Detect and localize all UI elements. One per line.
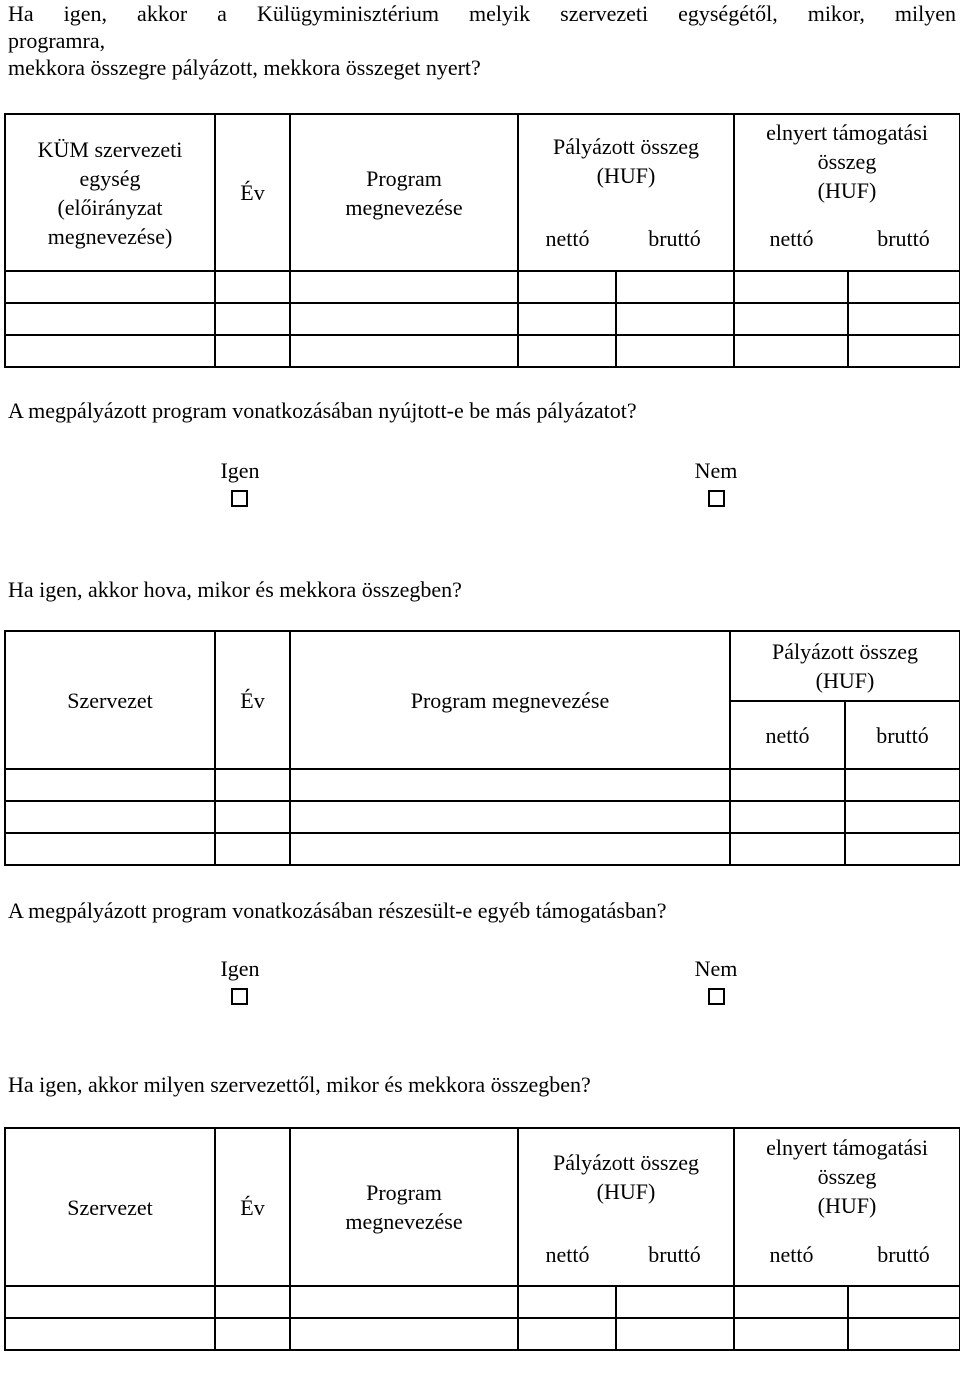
cell[interactable] xyxy=(215,769,290,801)
header-net: nettó xyxy=(518,1224,616,1286)
yes-checkbox[interactable] xyxy=(231,490,248,507)
cell[interactable] xyxy=(5,769,215,801)
other-support-table xyxy=(4,1127,960,1351)
cell[interactable] xyxy=(616,303,734,335)
cell[interactable] xyxy=(734,303,848,335)
cell[interactable] xyxy=(290,1318,518,1350)
header-year: Év xyxy=(215,631,290,769)
cell[interactable] xyxy=(290,271,518,303)
question-other-application: A megpályázott program vonatkozásában nyújtott-e be más pályázatot? xyxy=(8,398,637,423)
cell[interactable] xyxy=(730,769,845,801)
cell[interactable] xyxy=(616,271,734,303)
header-applied-amount: Pályázott összeg (HUF) xyxy=(518,114,734,207)
yes-checkbox[interactable] xyxy=(231,988,248,1005)
option-yes-label: Igen xyxy=(220,956,260,981)
cell[interactable] xyxy=(215,1318,290,1350)
cell[interactable] xyxy=(5,335,215,367)
intro-line-2: programra, xyxy=(8,28,106,53)
cell[interactable] xyxy=(5,271,215,303)
header-applied-amount: Pályázott összeg (HUF) xyxy=(730,631,960,701)
header-gross: bruttó xyxy=(848,1224,960,1286)
cell[interactable] xyxy=(518,1286,616,1318)
header-net: nettó xyxy=(518,207,616,271)
header-won-amount: elnyert támogatási összeg (HUF) xyxy=(734,1128,960,1224)
cell[interactable] xyxy=(290,1286,518,1318)
cell[interactable] xyxy=(290,833,730,865)
table-row[interactable] xyxy=(5,1286,960,1318)
table-row[interactable] xyxy=(5,801,960,833)
table-row[interactable] xyxy=(5,769,960,801)
no-checkbox[interactable] xyxy=(708,490,725,507)
cell[interactable] xyxy=(616,335,734,367)
cell[interactable] xyxy=(215,833,290,865)
cell[interactable] xyxy=(290,303,518,335)
cell[interactable] xyxy=(290,335,518,367)
cell[interactable] xyxy=(215,303,290,335)
cell[interactable] xyxy=(734,271,848,303)
cell[interactable] xyxy=(616,1286,734,1318)
cell[interactable] xyxy=(518,1318,616,1350)
cell[interactable] xyxy=(518,303,616,335)
cell[interactable] xyxy=(616,1318,734,1350)
header-gross: bruttó xyxy=(848,207,960,271)
cell[interactable] xyxy=(5,801,215,833)
cell[interactable] xyxy=(734,335,848,367)
header-year: Év xyxy=(215,1128,290,1286)
table-row[interactable] xyxy=(5,303,960,335)
cell[interactable] xyxy=(848,1318,960,1350)
cell[interactable] xyxy=(734,1286,848,1318)
cell[interactable] xyxy=(5,833,215,865)
cell[interactable] xyxy=(730,833,845,865)
header-applied-amount: Pályázott összeg (HUF) xyxy=(518,1128,734,1224)
header-program: Program megnevezése xyxy=(290,114,518,271)
question-which-org-when-how-much: Ha igen, akkor milyen szervezettől, mikor és mekkora összegben? xyxy=(8,1072,591,1097)
table-row[interactable] xyxy=(5,833,960,865)
cell[interactable] xyxy=(5,1286,215,1318)
no-checkbox[interactable] xyxy=(708,988,725,1005)
cell[interactable] xyxy=(734,1318,848,1350)
header-won-amount: elnyert támogatási összeg (HUF) xyxy=(734,114,960,207)
cell[interactable] xyxy=(845,769,960,801)
header-year: Év xyxy=(215,114,290,271)
intro-question xyxy=(8,0,956,81)
intro-line-1: Ha igen, akkor a Külügyminisztérium melyik szervezeti egységétől, mikor, milyen xyxy=(8,1,956,26)
table-row[interactable] xyxy=(5,271,960,303)
question-other-support: A megpályázott program vonatkozásában részesült-e egyéb támogatásban? xyxy=(8,898,667,923)
cell[interactable] xyxy=(848,271,960,303)
header-program: Program megnevezése xyxy=(290,631,730,769)
cell[interactable] xyxy=(518,271,616,303)
cell[interactable] xyxy=(845,833,960,865)
kum-grants-table xyxy=(4,113,960,368)
cell[interactable] xyxy=(848,1286,960,1318)
option-no-label: Nem xyxy=(694,956,738,981)
cell[interactable] xyxy=(215,335,290,367)
header-gross: bruttó xyxy=(616,207,734,271)
header-net: nettó xyxy=(734,207,848,271)
header-organization: Szervezet xyxy=(5,631,215,769)
cell[interactable] xyxy=(5,303,215,335)
header-net: nettó xyxy=(730,701,845,769)
cell[interactable] xyxy=(848,335,960,367)
cell[interactable] xyxy=(5,1318,215,1350)
cell[interactable] xyxy=(290,769,730,801)
table-row[interactable] xyxy=(5,1318,960,1350)
header-program: Program megnevezése xyxy=(290,1128,518,1286)
cell[interactable] xyxy=(730,801,845,833)
intro-line-3: mekkora összegre pályázott, mekkora összeget nyert? xyxy=(8,55,481,80)
header-gross: bruttó xyxy=(616,1224,734,1286)
option-yes-label: Igen xyxy=(220,458,260,483)
cell[interactable] xyxy=(518,335,616,367)
header-organization: Szervezet xyxy=(5,1128,215,1286)
cell[interactable] xyxy=(848,303,960,335)
header-gross: bruttó xyxy=(845,701,960,769)
table-row[interactable] xyxy=(5,335,960,367)
option-no-label: Nem xyxy=(694,458,738,483)
cell[interactable] xyxy=(290,801,730,833)
header-kum-unit: KÜM szervezeti egység (előirányzat megnevezése) xyxy=(5,114,215,271)
other-applications-table xyxy=(4,630,960,866)
cell[interactable] xyxy=(215,801,290,833)
cell[interactable] xyxy=(215,271,290,303)
cell[interactable] xyxy=(845,801,960,833)
header-net: nettó xyxy=(734,1224,848,1286)
cell[interactable] xyxy=(215,1286,290,1318)
question-where-when-how-much: Ha igen, akkor hova, mikor és mekkora összegben? xyxy=(8,577,462,602)
